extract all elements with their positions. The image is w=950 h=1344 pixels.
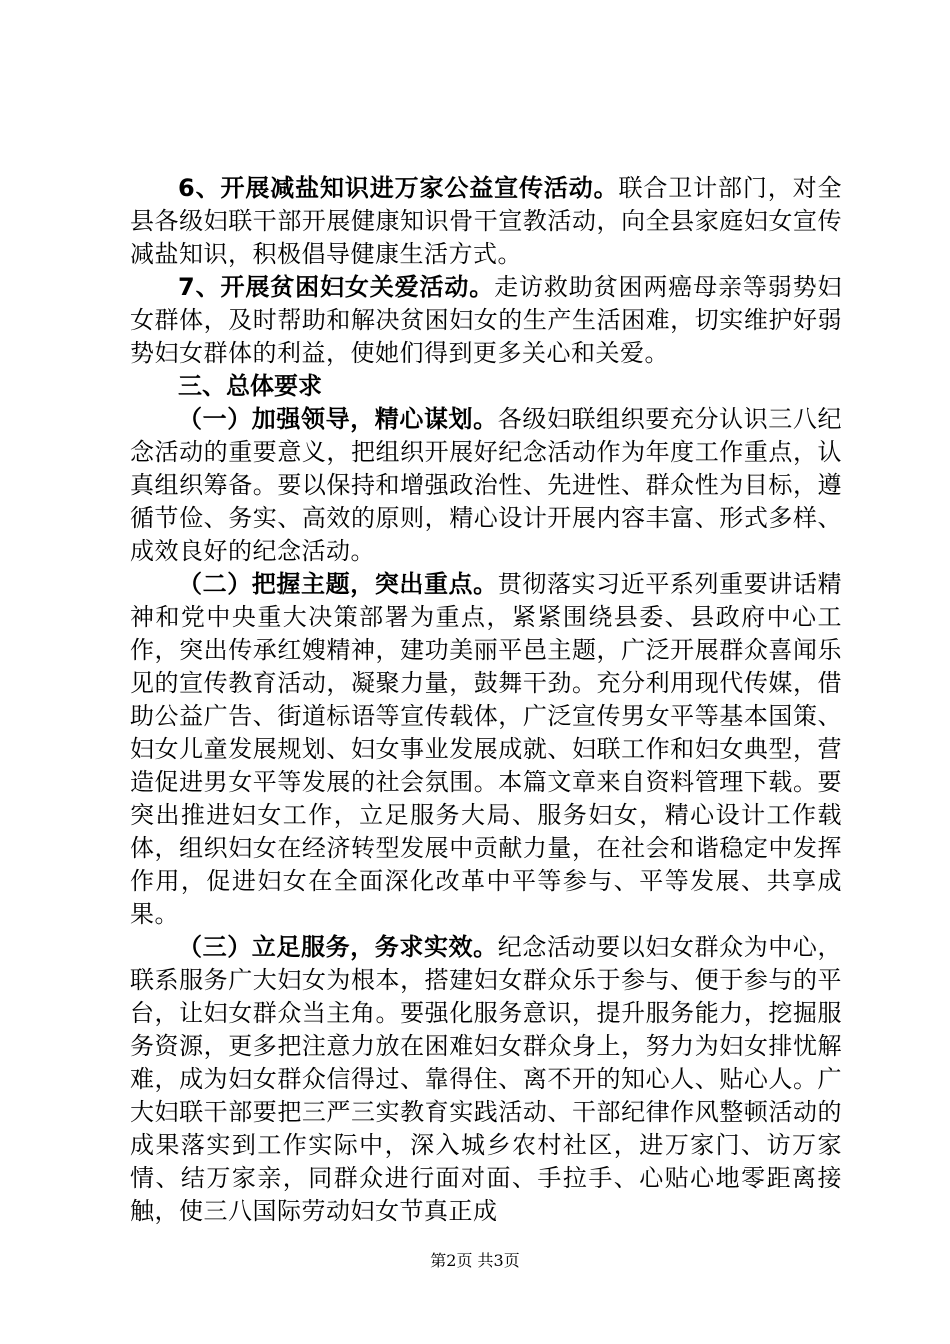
requirement-lead: （二）把握主题，突出重点。 [178, 570, 498, 598]
section-heading: 三、总体要求 [178, 372, 322, 400]
paragraph-text: 联合卫计部门，对全县各级妇联干部开展健康知识骨干宣教活动，向全县家庭妇女宣传减盐知识，积极倡导健康生活方式。 [130, 174, 842, 268]
page-indicator: 第2页 共3页 [430, 1251, 520, 1270]
requirement-lead: （一）加强领导，精心谋划。 [178, 405, 498, 433]
requirement-text: 各级妇联组织要充分认识三八纪念活动的重要意义，把组织开展好纪念活动作为年度工作重点，认真组织筹备。要以保持和增强政治性、先进性、群众性为目标，遵循节俭、务实、高效的原则，精心设计开展内容丰富、形式多样、成效良好的纪念活动。 [130, 405, 842, 565]
paragraph-item-6 [130, 172, 842, 271]
paragraph-text: 走访救助贫困两癌母亲等弱势妇女群体，及时帮助和解决贫困妇女的生产生活困难，切实维护好弱势妇女群体的利益，使她们得到更多关心和关爱。 [130, 273, 843, 367]
requirement-1 [130, 403, 842, 568]
requirement-2 [130, 568, 842, 931]
requirement-text: 贯彻落实习近平系列重要讲话精神和党中央重大决策部署为重点，紧紧围绕县委、县政府中心工作，突出传承红嫂精神，建功美丽平邑主题，广泛开展群众喜闻乐见的宣传教育活动，凝聚力量，鼓舞干劲。充分利用现代传媒，借助公益广告、街道标语等宣传载体，广泛宣传男女平等基本国策、妇女儿童发展规划、妇女事业发展成就、妇联工作和妇女典型，营造促进男女平等发展的社会氛围。本篇文章来自资料管理下载。要突出推进妇女工作，立足服务大局、服务妇女，精心设计工作载体，组织妇女在经济转型发展中贡献力量，在社会和谐稳定中发挥作用，促进妇女在全面深化改革中平等参与、平等发展、共享成果。 [130, 570, 842, 928]
paragraph-lead: 6、开展减盐知识进万家公益宣传活动。 [178, 174, 619, 202]
page-footer [0, 1248, 950, 1271]
paragraph-lead: 7、开展贫困妇女关爱活动。 [178, 273, 495, 301]
requirement-3 [130, 931, 842, 1228]
paragraph-item-7 [130, 271, 842, 370]
requirement-lead: （三）立足服务，务求实效。 [178, 933, 498, 961]
document-body [130, 172, 842, 1228]
requirement-text: 纪念活动要以妇女群众为中心，联系服务广大妇女为根本，搭建妇女群众乐于参与、便于参与的平台，让妇女群众当主角。要强化服务意识，提升服务能力，挖掘服务资源，更多把注意力放在困难妇女群众身上，努力为妇女排忧解难，成为妇女群众信得过、靠得住、离不开的知心人、贴心人。广大妇联干部要把三严三实教育实践活动、干部纪律作风整顿活动的成果落实到工作实际中，深入城乡农村社区，进万家门、访万家情、结万家亲，同群众进行面对面、手拉手、心贴心地零距离接触，使三八国际劳动妇女节真正成 [130, 933, 842, 1225]
